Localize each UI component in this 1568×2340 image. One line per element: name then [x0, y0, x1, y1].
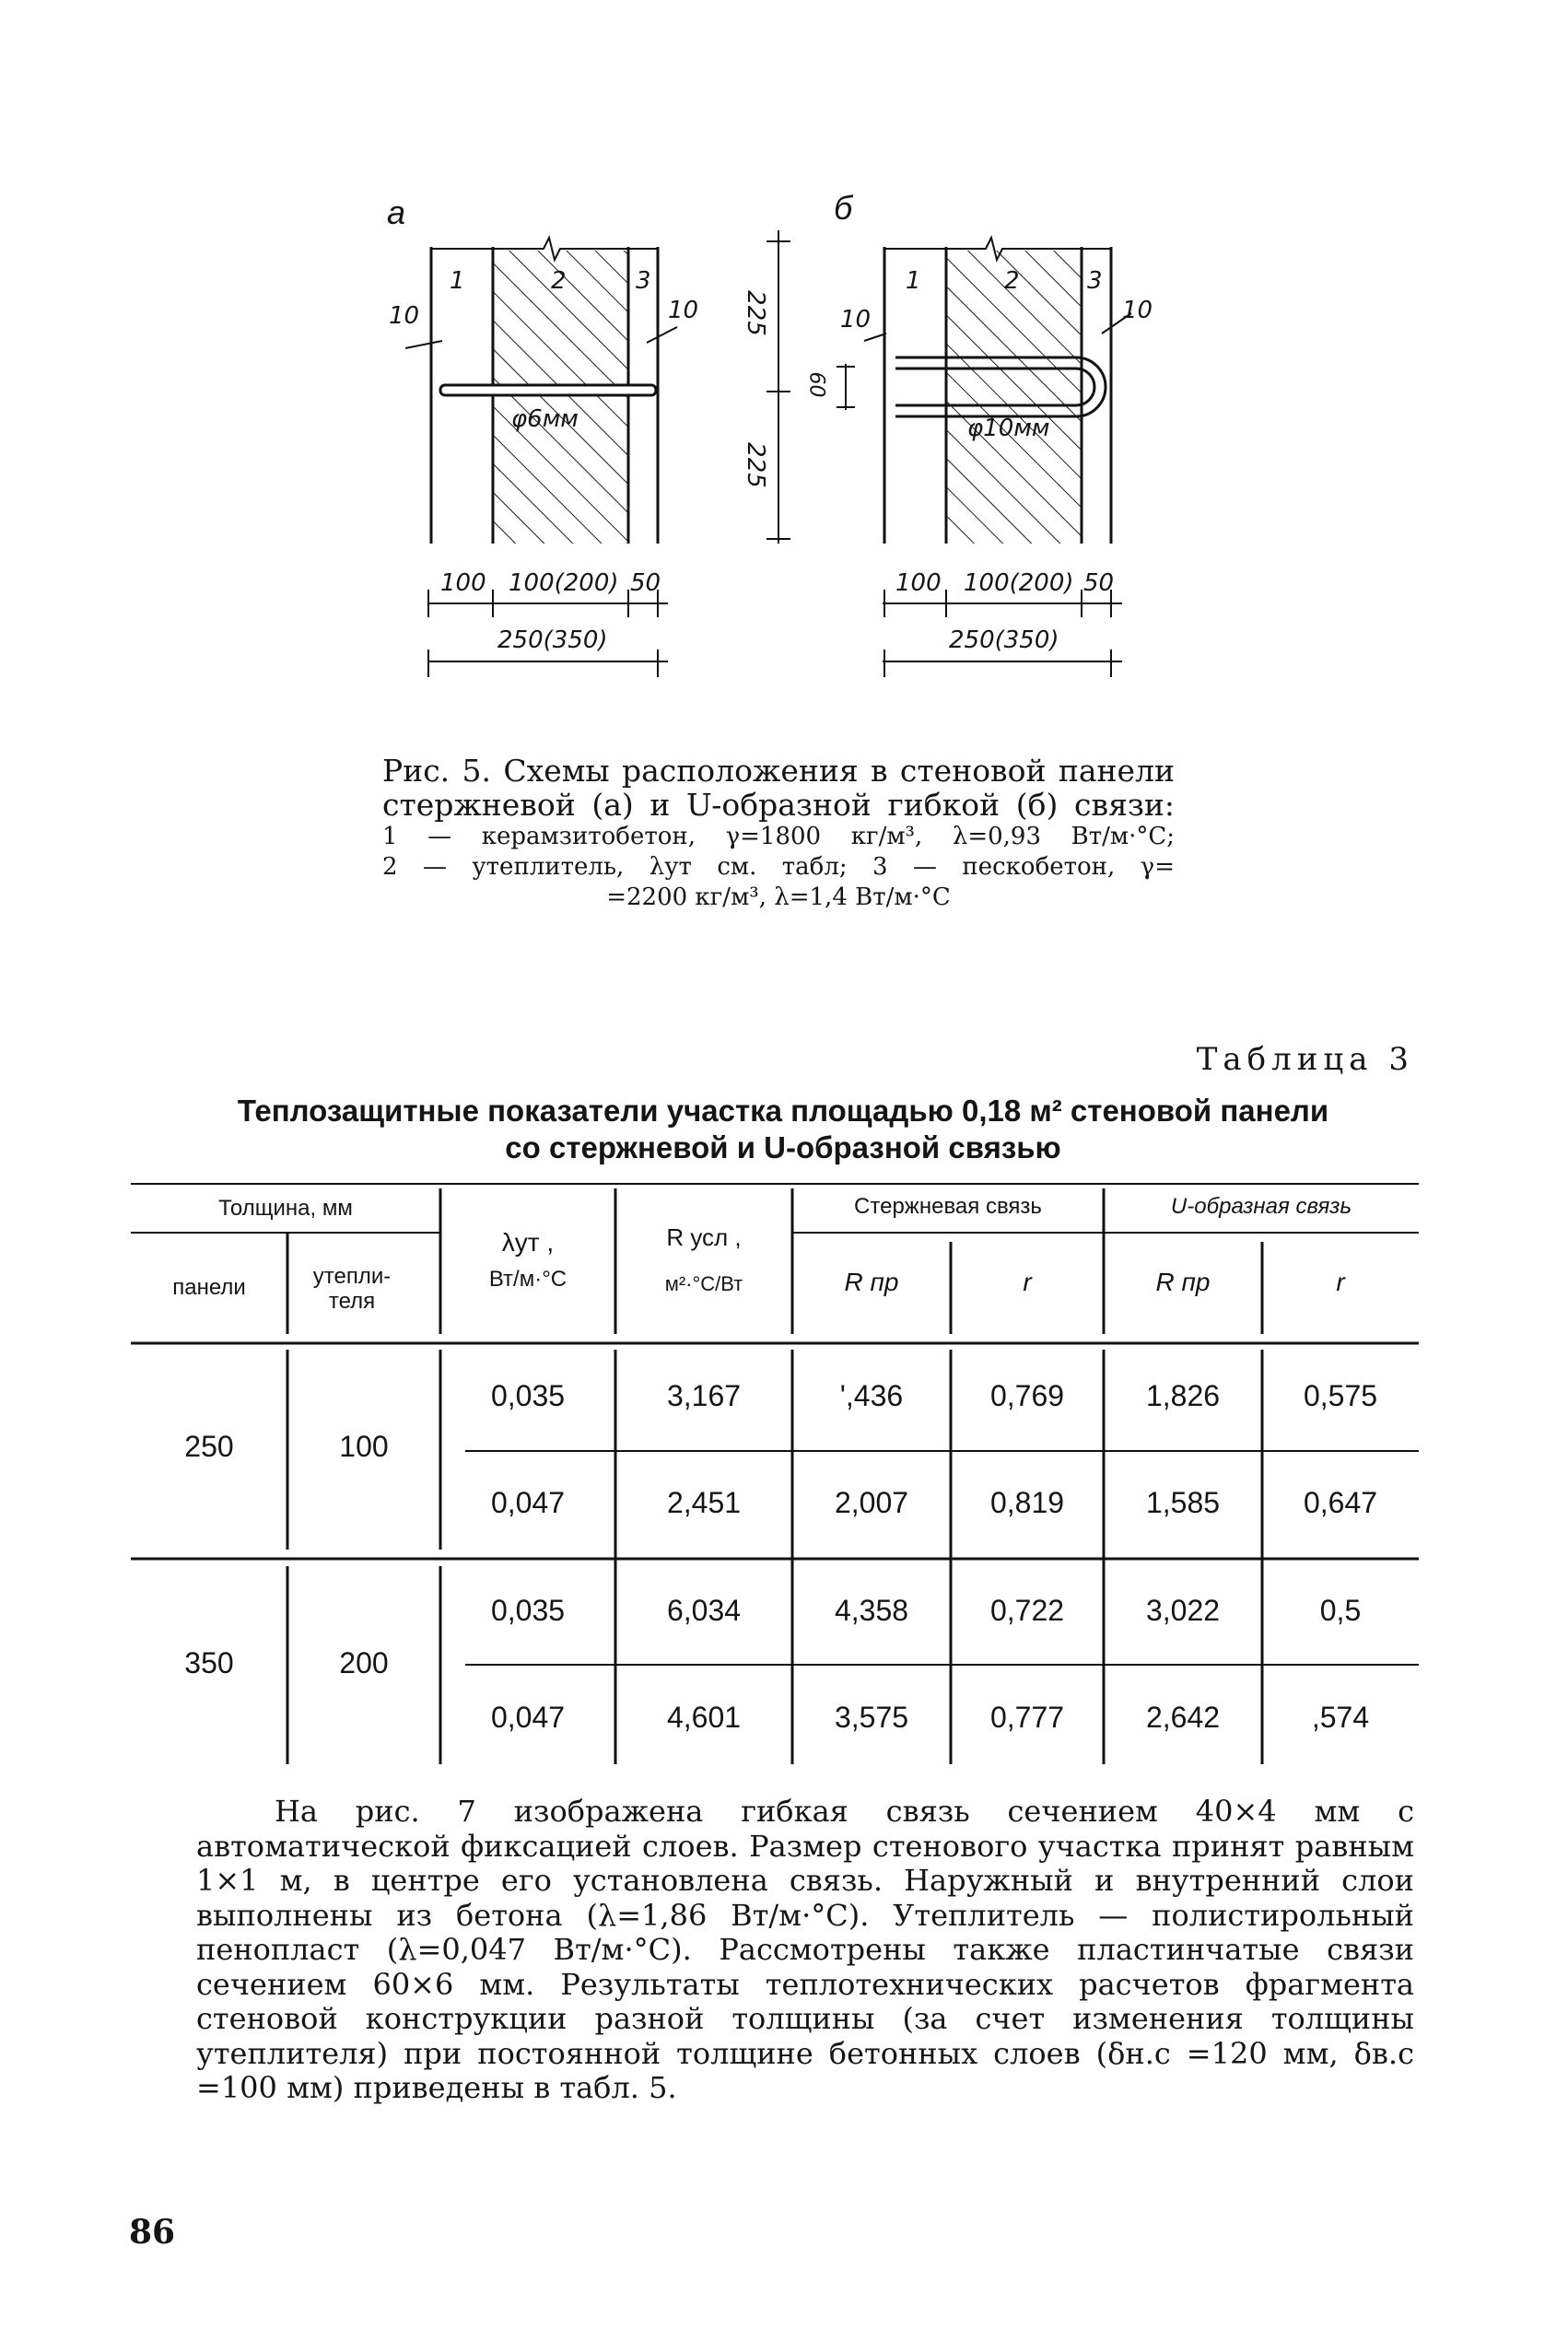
- caption-line-4: 2 — утеплитель, λут см. табл; 3 — пескобетон, γ=: [382, 853, 1175, 881]
- figure-b-label: б: [834, 189, 853, 227]
- header-lambda-unit: Вт/м·°С: [488, 1267, 568, 1292]
- edge-10-left-b: 10: [840, 306, 872, 333]
- header-r-rod: r: [1023, 1268, 1032, 1296]
- header-insulation: утепли-теля: [312, 1264, 392, 1314]
- r-pr-rod-cell: ',436: [839, 1379, 904, 1412]
- r-u-cell: 0,5: [1319, 1594, 1362, 1627]
- dim-outer-b: 100: [895, 569, 942, 597]
- header-r-pr-u: R пр: [1155, 1268, 1211, 1296]
- r-pr-u-cell: 1,585: [1145, 1486, 1221, 1519]
- layer-3-label-a: 3: [636, 267, 651, 295]
- header-rod-link: Стержневая связь: [854, 1194, 1042, 1219]
- dim-inner-a: 50: [630, 569, 661, 597]
- dim-total-b: 250(350): [949, 626, 1059, 654]
- lambda-cell: 0,047: [490, 1701, 566, 1734]
- body-paragraph: На рис. 7 изображена гибкая связь сечением 40×4 мм с автоматической фиксацией слоев. Размер стенового участка принят равным 1×1 м, в центре его установлена связь. Наружный и внутренний слои выполнены из бетона (λ=1,86 Вт/м·°С). Утеплитель — полистирольный пенопласт (λ=0,047 Вт/м·°С). Рассмотрены также пластинчатые связи сечением 60×6 мм. Результаты теплотехнических расчетов фрагмента стеновой конструкции разной толщины (за счет изменения толщины утеплителя) при постоянной толщине бетонных слоев (δн.с =120 мм, δв.с =100 мм) приведены в табл. 5.: [196, 1794, 1414, 2105]
- layer-2-label-b: 2: [1004, 267, 1020, 295]
- header-thickness: Толщина, мм: [218, 1196, 353, 1221]
- lambda-cell: 0,035: [490, 1594, 566, 1627]
- layer-3-label-b: 3: [1087, 267, 1103, 295]
- r-pr-rod-cell: 3,575: [834, 1701, 909, 1734]
- r-rod-cell: 0,769: [989, 1379, 1065, 1412]
- header-u-link: U-образная связь: [1170, 1194, 1352, 1219]
- r-u-cell: 0,575: [1303, 1379, 1378, 1412]
- caption-line-1: Рис. 5. Схемы расположения в стеновой панели: [382, 753, 1175, 789]
- lambda-cell: 0,047: [490, 1486, 566, 1519]
- table-title-line-2: со стержневой и U-образной связью: [505, 1130, 1061, 1164]
- dim-60: 60: [804, 371, 828, 398]
- insulation-thickness-cell: 200: [339, 1646, 389, 1679]
- insulation-thickness-cell: 100: [339, 1430, 389, 1463]
- layer-1-label-a: 1: [450, 267, 465, 295]
- r-rod-cell: 0,722: [989, 1594, 1065, 1627]
- edge-10-right-a: 10: [668, 297, 699, 324]
- dim-middle-a: 100(200): [509, 569, 619, 597]
- panel-thickness-cell: 350: [184, 1646, 234, 1679]
- layer-2-label-a: 2: [551, 267, 567, 295]
- r-pr-u-cell: 3,022: [1145, 1594, 1221, 1627]
- r-pr-u-cell: 1,826: [1145, 1379, 1221, 1412]
- panel-thickness-cell: 250: [184, 1430, 234, 1463]
- r-u-cell: 0,647: [1303, 1486, 1378, 1519]
- rod-diameter-label-a: φ6мм: [511, 405, 579, 433]
- edge-10-left-a: 10: [389, 302, 420, 330]
- dim-outer-a: 100: [440, 569, 486, 597]
- r-pr-rod-cell: 2,007: [834, 1486, 909, 1519]
- rod-diameter-label-b: φ10мм: [967, 415, 1050, 442]
- table-number: Таблица 3: [1196, 1041, 1414, 1078]
- header-r-usl: R усл ,: [666, 1223, 742, 1251]
- lambda-cell: 0,035: [490, 1379, 566, 1412]
- r-pr-u-cell: 2,642: [1145, 1701, 1221, 1734]
- r-usl-cell: 3,167: [666, 1379, 742, 1412]
- page-number: 86: [129, 2213, 176, 2252]
- header-r-usl-unit: м²·°С/Вт: [664, 1272, 743, 1295]
- dim-225-bottom: 225: [741, 442, 769, 488]
- caption-line-3: 1 — керамзитобетон, γ=1800 кг/м³, λ=0,93 Вт/м·°С;: [382, 823, 1175, 850]
- r-pr-rod-cell: 4,358: [834, 1594, 909, 1627]
- edge-10-right-b: 10: [1122, 297, 1153, 324]
- header-lambda: λут ,: [501, 1228, 555, 1257]
- body-text: [196, 1795, 1414, 2106]
- layer-1-label-b: 1: [906, 267, 921, 295]
- header-panel: панели: [172, 1275, 246, 1300]
- table-title-line-1: Теплозащитные показатели участка площадью 0,18 м² стеновой панели: [237, 1094, 1329, 1128]
- figure-a-label: а: [387, 193, 406, 231]
- caption-line-2: стержневой (а) и U-образной гибкой (б) связи:: [382, 787, 1175, 823]
- header-r-pr-rod: R пр: [844, 1268, 899, 1296]
- dim-inner-b: 50: [1083, 569, 1115, 597]
- dim-225-top: 225: [741, 290, 769, 336]
- r-usl-cell: 4,601: [666, 1701, 742, 1734]
- r-usl-cell: 6,034: [666, 1594, 742, 1627]
- r-rod-cell: 0,819: [989, 1486, 1065, 1519]
- r-rod-cell: 0,777: [989, 1701, 1065, 1734]
- caption-line-5: =2200 кг/м³, λ=1,4 Вт/м·°С: [606, 883, 951, 911]
- dim-middle-b: 100(200): [964, 569, 1074, 597]
- header-r-u: r: [1336, 1268, 1345, 1296]
- r-usl-cell: 2,451: [666, 1486, 742, 1519]
- r-u-cell: ,574: [1311, 1701, 1370, 1734]
- dim-total-a: 250(350): [497, 626, 608, 654]
